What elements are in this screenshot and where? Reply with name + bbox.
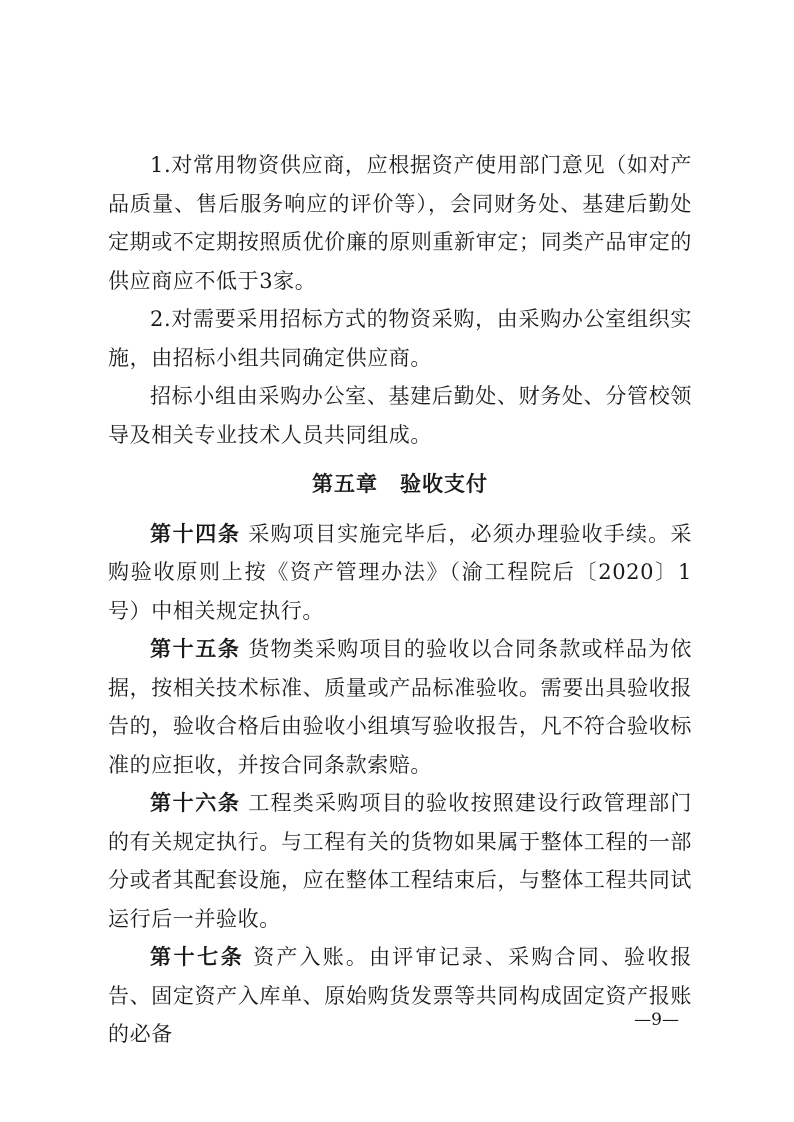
article-17 [108, 938, 692, 1054]
article-14 [108, 515, 692, 631]
article-text: 货物类采购项目的验收以合同条款或样品为依据，按相关技术标准、质量或产品标准验收。需要出具验收报告的，验收合格后由验收小组填写验收报告，凡不符合验收标准的应拒收，并按合同条款索赔。 [108, 637, 692, 777]
article-15 [108, 630, 692, 784]
article-text: 采购项目实施完毕后，必须办理验收手续。采购验收原则上按《资产管理办法》（渝工程院后〔2020〕1号）中相关规定执行。 [108, 521, 692, 623]
article-label: 第十五条 [150, 637, 241, 661]
article-16 [108, 784, 692, 938]
page-number: —9— [634, 1010, 679, 1030]
paragraph-tender-group: 招标小组由采购办公室、基建后勤处、财务处、分管校领导及相关专业技术人员共同组成。 [108, 384, 692, 447]
article-text: 工程类采购项目的验收按照建设行政管理部门的有关规定执行。与工程有关的货物如果属于整体工程的一部分或者其配套设施，应在整体工程结束后，与整体工程共同试运行后一并验收。 [108, 791, 692, 931]
article-label: 第十四条 [150, 521, 241, 546]
paragraph-supplier-review: 1.对常用物资供应商，应根据资产使用部门意见（如对产品质量、售后服务响应的评价等），会同财务处、基建后勤处定期或不定期按照质优价廉的原则重新审定；同类产品审定的供应商应不低于3家。 [108, 153, 692, 293]
article-label: 第十七条 [150, 945, 245, 969]
chapter-heading: 第五章 验收支付 [312, 472, 488, 496]
article-label: 第十六条 [150, 791, 241, 815]
document-body [108, 146, 692, 1054]
article-text: 资产入账。由评审记录、采购合同、验收报告、固定资产入库单、原始购货发票等共同构成固定资产报账的必备 [108, 945, 693, 1046]
paragraph-tender-procurement: 2.对需要采用招标方式的物资采购，由采购办公室组织实施，由招标小组共同确定供应商。 [108, 307, 692, 370]
